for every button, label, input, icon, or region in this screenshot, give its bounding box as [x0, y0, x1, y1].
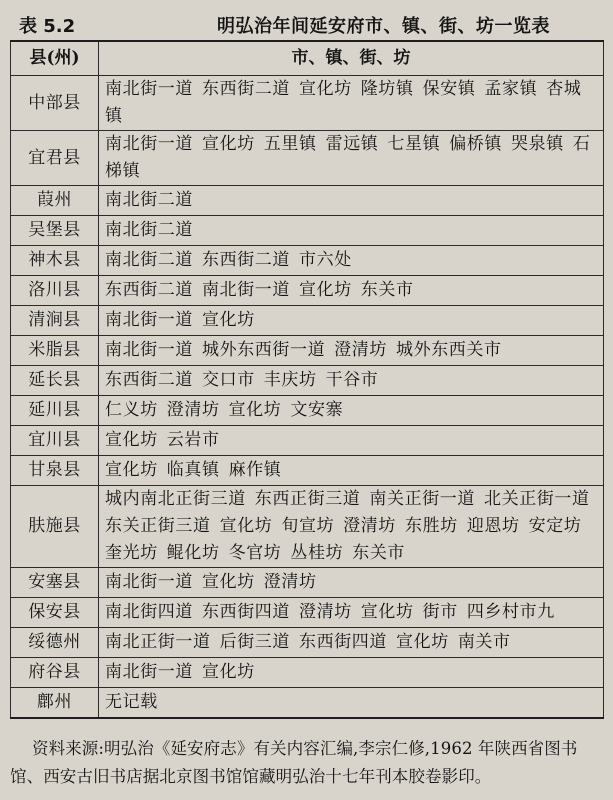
header-places: 市、镇、街、坊 — [99, 41, 604, 76]
county-cell: 宜川县 — [11, 426, 99, 456]
table-row — [11, 131, 604, 186]
places-cell: 南北街二道 — [99, 216, 604, 246]
table-row — [11, 426, 604, 456]
places-cell: 仁义坊 澄清坊 宣化坊 文安寨 — [99, 396, 604, 426]
places-cell: 宣化坊 云岩市 — [99, 426, 604, 456]
table-row — [11, 486, 604, 568]
county-cell: 府谷县 — [11, 658, 99, 688]
county-cell: 延长县 — [11, 366, 99, 396]
table-body — [11, 76, 604, 719]
table-row — [11, 76, 604, 131]
county-cell: 保安县 — [11, 598, 99, 628]
table-row — [11, 306, 604, 336]
table-number: 表 5.2 — [19, 16, 76, 37]
county-cell: 洛川县 — [11, 276, 99, 306]
places-cell: 南北街二道 — [99, 186, 604, 216]
market-table — [10, 40, 604, 719]
table-title: 明弘治年间延安府市、镇、街、坊一览表 — [217, 16, 550, 37]
table-caption — [19, 8, 603, 38]
table-row — [11, 186, 604, 216]
county-cell: 葭州 — [11, 186, 99, 216]
table-row — [11, 568, 604, 598]
header-row — [11, 41, 604, 76]
places-cell: 南北街一道 宣化坊 — [99, 658, 604, 688]
table-row — [11, 216, 604, 246]
county-cell: 神木县 — [11, 246, 99, 276]
county-cell: 米脂县 — [11, 336, 99, 366]
county-cell: 宜君县 — [11, 131, 99, 186]
county-cell: 安塞县 — [11, 568, 99, 598]
table-row — [11, 336, 604, 366]
places-cell: 南北街一道 城外东西街一道 澄清坊 城外东西关市 — [99, 336, 604, 366]
county-cell: 中部县 — [11, 76, 99, 131]
county-cell: 甘泉县 — [11, 456, 99, 486]
table-row — [11, 366, 604, 396]
county-cell: 吴堡县 — [11, 216, 99, 246]
county-cell: 清涧县 — [11, 306, 99, 336]
places-cell: 南北街一道 宣化坊 五里镇 雷远镇 七星镇 偏桥镇 哭泉镇 石梯镇 — [99, 131, 604, 186]
places-cell: 南北街一道 东西街二道 宣化坊 隆坊镇 保安镇 孟家镇 杏城镇 — [99, 76, 604, 131]
table-row — [11, 456, 604, 486]
table-row — [11, 396, 604, 426]
places-cell: 南北街一道 宣化坊 澄清坊 — [99, 568, 604, 598]
county-cell: 绥德州 — [11, 628, 99, 658]
county-cell: 延川县 — [11, 396, 99, 426]
places-cell: 南北街一道 宣化坊 — [99, 306, 604, 336]
places-cell: 南北街二道 东西街二道 市六处 — [99, 246, 604, 276]
table-row — [11, 246, 604, 276]
table-row — [11, 688, 604, 719]
source-note: 资料来源:明弘治《延安府志》有关内容汇编,李宗仁修,1962 年陕西省图书馆、西安古旧书店据北京图书馆馆藏明弘治十七年刊本胶卷影印。 — [10, 739, 578, 786]
places-cell: 东西街二道 南北街一道 宣化坊 东关市 — [99, 276, 604, 306]
table-row — [11, 598, 604, 628]
table-row — [11, 276, 604, 306]
places-cell: 宣化坊 临真镇 麻作镇 — [99, 456, 604, 486]
places-cell: 南北正街一道 后街三道 东西街四道 宣化坊 南关市 — [99, 628, 604, 658]
places-cell: 无记载 — [99, 688, 604, 719]
header-county: 县(州) — [11, 41, 99, 76]
places-cell: 东西街二道 交口市 丰庆坊 干谷市 — [99, 366, 604, 396]
county-cell: 肤施县 — [11, 486, 99, 568]
places-cell: 南北街四道 东西街四道 澄清坊 宣化坊 街市 四乡村市九 — [99, 598, 604, 628]
county-cell: 鄜州 — [11, 688, 99, 719]
places-cell: 城内南北正街三道 东西正街三道 南关正街一道 北关正街一道 东关正街三道 宣化坊 旬宣坊 澄清坊 东胜坊 迎恩坊 安定坊 奎光坊 鲲化坊 冬官坊 丛桂坊 东关市 — [99, 486, 604, 568]
table-row — [11, 628, 604, 658]
table-row — [11, 658, 604, 688]
